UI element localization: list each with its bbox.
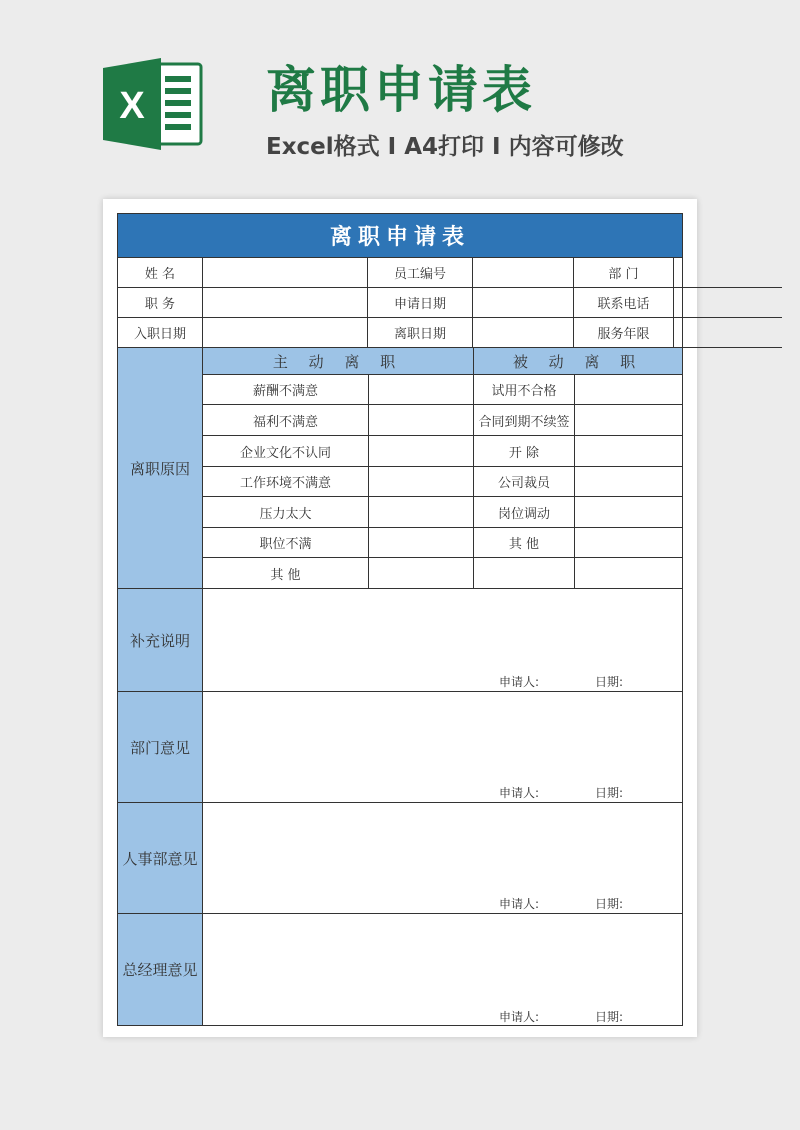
- voluntary-reason-7: 其 他: [203, 558, 369, 589]
- field-name[interactable]: [203, 258, 368, 288]
- label-leave-date: 离职日期: [368, 318, 473, 348]
- voluntary-reason-5: 压力太大: [203, 497, 369, 528]
- passive-check-4[interactable]: [575, 467, 682, 497]
- label-apply-date: 申请日期: [368, 288, 473, 318]
- passive-check-7[interactable]: [575, 558, 682, 589]
- section-content-hr[interactable]: [203, 803, 682, 914]
- voluntary-check-4[interactable]: [369, 467, 474, 497]
- field-leave-date[interactable]: [473, 318, 574, 348]
- field-phone[interactable]: [674, 288, 782, 318]
- label-position: 职 务: [118, 288, 203, 318]
- label-employee-id: 员工编号: [368, 258, 473, 288]
- banner-subtitle: Excel格式 I A4打印 I 内容可修改: [266, 134, 624, 160]
- passive-reason-1: 试用不合格: [474, 375, 575, 405]
- logo-letter: X: [119, 85, 145, 127]
- applicant-label: 申请人:: [499, 897, 540, 911]
- section-content-department[interactable]: [203, 692, 682, 803]
- section-content-supplement[interactable]: [203, 589, 682, 692]
- passive-check-5[interactable]: [575, 497, 682, 528]
- applicant-label: 申请人:: [499, 1010, 540, 1024]
- voluntary-check-7[interactable]: [369, 558, 474, 589]
- section-label-hr: 人事部意见: [118, 803, 203, 914]
- section-label-department: 部门意见: [118, 692, 203, 803]
- date-label: 日期:: [595, 1010, 624, 1024]
- date-label: 日期:: [595, 786, 624, 800]
- passive-reason-5: 岗位调动: [474, 497, 575, 528]
- section-label-supplement: 补充说明: [118, 589, 203, 692]
- date-label: 日期:: [595, 675, 624, 689]
- field-service-years[interactable]: [674, 318, 782, 348]
- label-department: 部 门: [574, 258, 674, 288]
- label-name: 姓 名: [118, 258, 203, 288]
- passive-reason-2: 合同到期不续签: [474, 405, 575, 436]
- label-service-years: 服务年限: [574, 318, 674, 348]
- excel-logo-icon: [103, 58, 203, 150]
- applicant-label: 申请人:: [499, 786, 540, 800]
- resignation-form: [117, 213, 683, 1026]
- passive-reason-6: 其 他: [474, 528, 575, 558]
- voluntary-reason-4: 工作环境不满意: [203, 467, 369, 497]
- passive-check-2[interactable]: [575, 405, 682, 436]
- voluntary-header: 主 动 离 职: [203, 348, 474, 375]
- voluntary-reason-1: 薪酬不满意: [203, 375, 369, 405]
- label-hire-date: 入职日期: [118, 318, 203, 348]
- voluntary-reason-2: 福利不满意: [203, 405, 369, 436]
- passive-header: 被 动 离 职: [474, 348, 682, 375]
- voluntary-check-6[interactable]: [369, 528, 474, 558]
- section-content-gm[interactable]: [203, 914, 682, 1025]
- section-label-gm: 总经理意见: [118, 914, 203, 1025]
- passive-reason-3: 开 除: [474, 436, 575, 467]
- passive-reason-4: 公司裁员: [474, 467, 575, 497]
- passive-check-6[interactable]: [575, 528, 682, 558]
- label-phone: 联系电话: [574, 288, 674, 318]
- field-employee-id[interactable]: [473, 258, 574, 288]
- date-label: 日期:: [595, 897, 624, 911]
- field-department[interactable]: [674, 258, 782, 288]
- applicant-label: 申请人:: [499, 675, 540, 689]
- form-title: 离职申请表: [118, 214, 682, 258]
- passive-check-1[interactable]: [575, 375, 682, 405]
- voluntary-check-5[interactable]: [369, 497, 474, 528]
- field-position[interactable]: [203, 288, 368, 318]
- voluntary-check-2[interactable]: [369, 405, 474, 436]
- passive-reason-7: [474, 558, 575, 589]
- reason-label: 离职原因: [118, 348, 203, 589]
- field-apply-date[interactable]: [473, 288, 574, 318]
- voluntary-reason-3: 企业文化不认同: [203, 436, 369, 467]
- voluntary-check-1[interactable]: [369, 375, 474, 405]
- passive-check-3[interactable]: [575, 436, 682, 467]
- voluntary-check-3[interactable]: [369, 436, 474, 467]
- field-hire-date[interactable]: [203, 318, 368, 348]
- banner-title: 离职申请表: [266, 61, 536, 119]
- voluntary-reason-6: 职位不满: [203, 528, 369, 558]
